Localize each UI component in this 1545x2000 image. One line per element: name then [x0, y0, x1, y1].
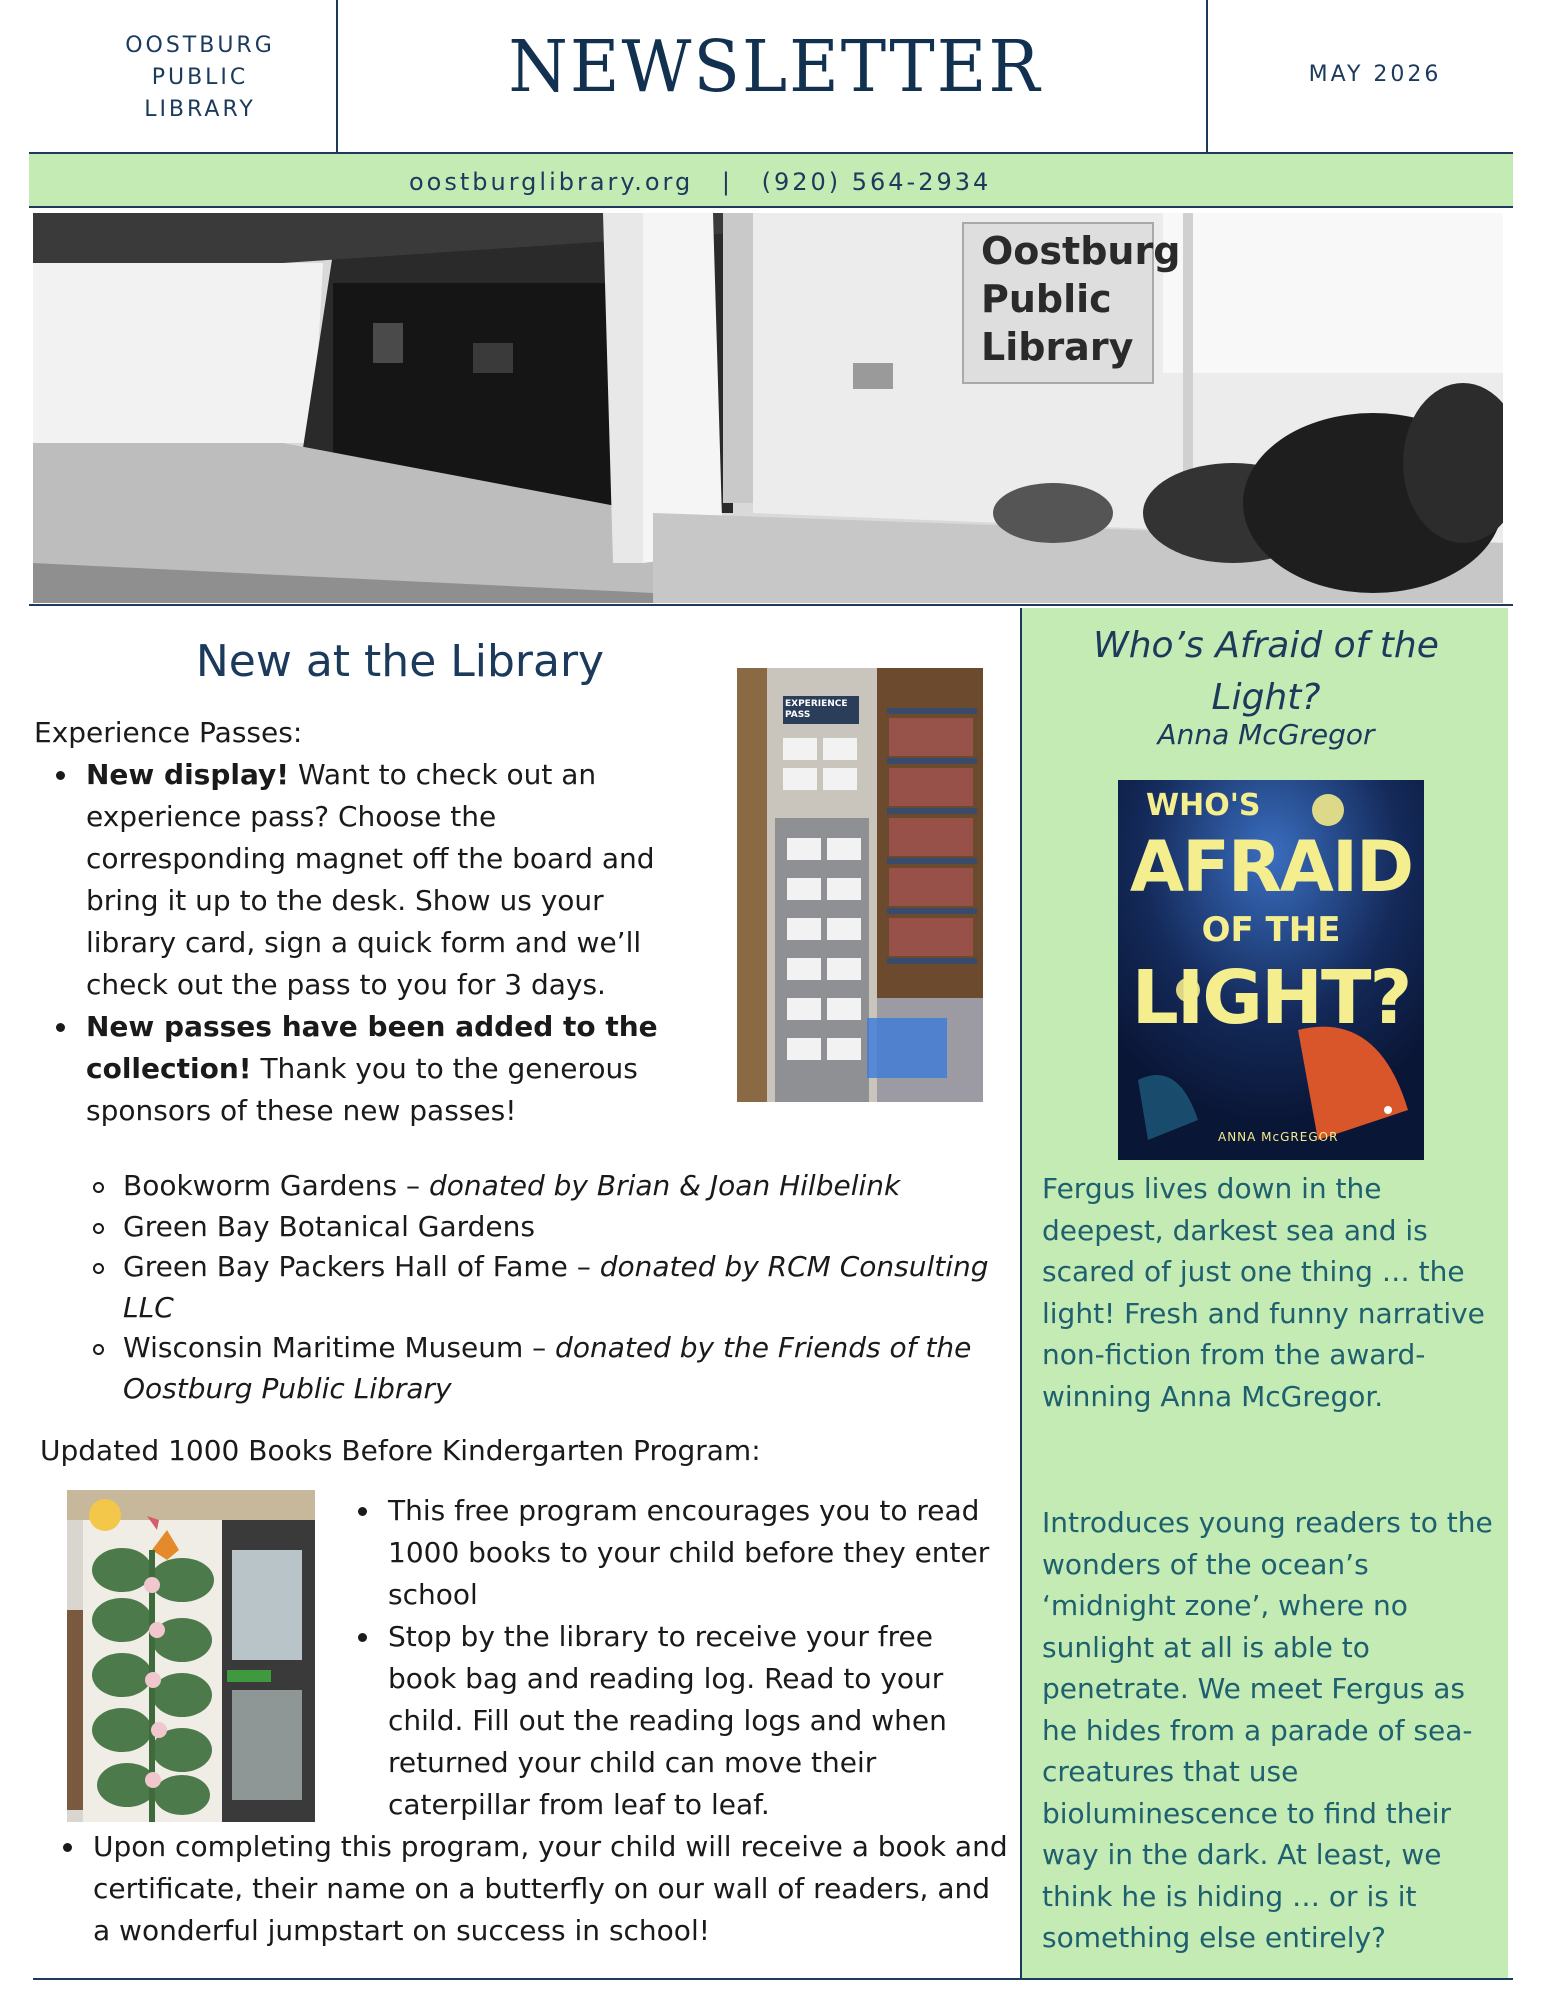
- hero-bottom-rule: [29, 604, 1513, 606]
- cover-title-line: OF THE: [1201, 910, 1341, 950]
- pass-sep: –: [523, 1331, 556, 1364]
- book-author: Anna McGregor: [1157, 718, 1375, 751]
- book-description-1: Fergus lives down in the deepest, darkest sea and is scared of just one thing … the light! Fresh and funny narrative non-fiction from the award-winning Anna McGregor.: [1042, 1172, 1485, 1413]
- pass-sep: –: [567, 1250, 600, 1283]
- kindergarten-final-list: [93, 1826, 1013, 1952]
- sign-line: Oostburg: [981, 229, 1181, 273]
- pass-sep: –: [397, 1169, 429, 1202]
- cover-title: [1118, 788, 1424, 1046]
- reading-wall-photo: [67, 1490, 315, 1822]
- list-item: [123, 1166, 1003, 1207]
- cover-title-line: WHO'S: [1146, 788, 1261, 823]
- list-item: This free program encourages you to read 1000 books to your child before they enter school: [388, 1490, 1008, 1616]
- library-name-line: OOSTBURG: [125, 33, 275, 58]
- header-divider-left: [336, 0, 338, 152]
- featured-book-sidebar: [1020, 608, 1508, 1978]
- bullet-text: Thank you to the generous sponsors of these new passes!: [86, 1052, 638, 1127]
- list-item: [123, 1328, 1003, 1409]
- sponsored-passes-list: [123, 1166, 1003, 1409]
- list-item: [86, 754, 690, 1006]
- library-building-photo: [33, 213, 1503, 603]
- section-title-new-at-library: New at the Library: [195, 636, 605, 687]
- sign-line: Public: [981, 277, 1112, 321]
- cover-title-line: LIGHT?: [1131, 955, 1411, 1041]
- issue-date: MAY 2026: [1308, 62, 1442, 87]
- header-divider-right: [1206, 0, 1208, 152]
- bullet-bold: New passes have been added to the collection!: [86, 1010, 658, 1085]
- book-title: Who’s Afraid of the Light?: [1093, 625, 1439, 718]
- experience-passes-heading: Experience Passes:: [34, 716, 303, 749]
- book-cover: [1118, 780, 1424, 1160]
- bullet-text: Want to check out an experience pass? Choose the corresponding magnet off the board and bring it up to the desk. Show us your library card, sign a quick form and we’ll check out the pass to you for 3 days.: [86, 758, 655, 1001]
- sign-line: Library: [981, 325, 1134, 369]
- website-link[interactable]: oostburglibrary.org: [409, 168, 694, 196]
- list-item: Upon completing this program, your child will receive a book and certificate, their name on a butterfly on our wall of readers, and a wonderful jumpstart on success in school!: [93, 1826, 1013, 1952]
- building-illustration: [33, 213, 1503, 603]
- library-name-line: PUBLIC: [151, 65, 249, 90]
- book-description-2: Introduces young readers to the wonders of the ocean’s ‘midnight zone’, where no sunlight at all is able to penetrate. We meet Fergus as he hides from a parade of sea-creatures that use bioluminescence to find their way in the dark. At least, we think he is hiding … or is it something else entirely?: [1042, 1506, 1493, 1954]
- contact-bar: [29, 152, 1513, 208]
- pass-name: Bookworm Gardens: [123, 1169, 398, 1202]
- newsletter-title: NEWSLETTER: [508, 26, 1042, 109]
- experience-passes-list: [86, 754, 690, 1132]
- building-sign: [981, 227, 1180, 371]
- bullet-bold: New display!: [86, 758, 290, 791]
- list-item: [123, 1247, 1003, 1328]
- cover-title-line: AFRAID: [1129, 826, 1413, 908]
- contact-text: [409, 168, 991, 196]
- library-name-line: LIBRARY: [144, 97, 256, 122]
- list-item: Stop by the library to receive your free book bag and reading log. Read to your child. Fill out the reading logs and when returned your child can move their caterpillar from leaf to leaf.: [388, 1616, 1008, 1826]
- reading-wall-illustration: [67, 1490, 315, 1822]
- cover-author: ANNA McGREGOR: [1218, 1130, 1339, 1144]
- library-name: [90, 30, 310, 126]
- footer-rule: [33, 1978, 1513, 1980]
- list-item: [123, 1207, 1003, 1248]
- phone-number: (920) 564-2934: [761, 168, 992, 196]
- display-illustration: [737, 668, 983, 1102]
- contact-separator: |: [721, 168, 733, 196]
- pass-donor: donated by Brian & Joan Hilbelink: [428, 1169, 901, 1202]
- experience-pass-display-photo: [737, 668, 983, 1102]
- kindergarten-heading: Updated 1000 Books Before Kindergarten Program:: [40, 1434, 761, 1467]
- display-photo-label: EXPERIENCE PASS: [785, 699, 848, 720]
- pass-donor: donated by RCM Consulting LLC: [123, 1250, 989, 1324]
- pass-name: Green Bay Packers Hall of Fame: [123, 1250, 568, 1283]
- kindergarten-list: [388, 1490, 1008, 1826]
- list-item: [86, 1006, 690, 1132]
- pass-name: Green Bay Botanical Gardens: [123, 1209, 535, 1243]
- pass-donor: donated by the Friends of the Oostburg Public Library: [123, 1331, 972, 1405]
- pass-name: Wisconsin Maritime Museum: [123, 1331, 524, 1364]
